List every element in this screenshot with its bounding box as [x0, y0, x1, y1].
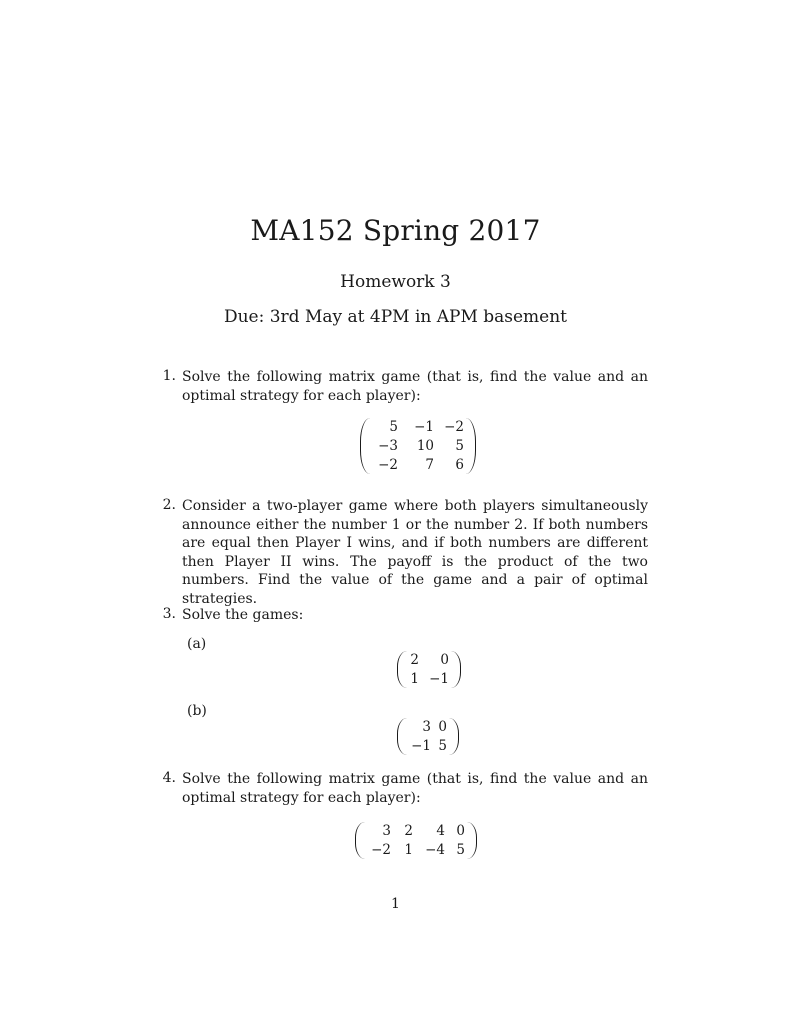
matrix-cell: 4 — [436, 823, 445, 839]
matrix-cell: −3 — [378, 438, 398, 454]
matrix-cell: 6 — [455, 457, 464, 473]
matrix-cell: 3 — [422, 719, 431, 735]
matrix-cell: 7 — [425, 457, 434, 473]
problem-3a-label: (a) — [187, 636, 207, 652]
homework-subtitle: Homework 3 — [340, 272, 451, 292]
matrix-cell: 3 — [382, 823, 391, 839]
problem-3b-label: (b) — [187, 703, 207, 719]
problem-3-text: Solve the games: — [182, 607, 304, 623]
matrix-cell: 0 — [438, 719, 447, 735]
matrix-cell: 5 — [456, 842, 465, 858]
matrix-grid — [407, 718, 449, 755]
matrix-cell: −1 — [411, 738, 431, 754]
problem-2-number: 2. — [162, 497, 176, 513]
problem-4-matrix — [355, 822, 477, 859]
matrix-cell: −2 — [378, 457, 398, 473]
right-paren — [449, 718, 459, 755]
left-paren — [355, 822, 365, 859]
matrix-cell: 0 — [440, 652, 449, 668]
matrix-cell: −4 — [425, 842, 445, 858]
matrix-cell: −1 — [414, 419, 434, 435]
problem-3a-matrix — [397, 651, 461, 688]
problem-3b-matrix — [397, 718, 459, 755]
matrix-grid — [407, 651, 451, 688]
left-paren — [360, 418, 370, 474]
problem-4-text: Solve the following matrix game (that is, find the value and an optimal strategy for each player): — [182, 771, 648, 806]
problem-3-number: 3. — [162, 606, 176, 622]
matrix-cell: −1 — [429, 671, 449, 687]
matrix-grid — [365, 822, 467, 859]
right-paren — [467, 822, 477, 859]
matrix-cell: 10 — [416, 438, 434, 454]
matrix-cell: 0 — [456, 823, 465, 839]
right-paren — [451, 651, 461, 688]
problem-4-number: 4. — [162, 770, 176, 786]
matrix-cell: 2 — [404, 823, 413, 839]
problem-1-matrix — [360, 418, 476, 474]
problem-1-number: 1. — [162, 368, 176, 384]
matrix-cell: 5 — [455, 438, 464, 454]
problem-1-text: Solve the following matrix game (that is, find the value and an optimal strategy for each player): — [182, 369, 648, 404]
matrix-cell: 1 — [410, 671, 419, 687]
matrix-grid — [370, 418, 466, 474]
due-date: Due: 3rd May at 4PM in APM basement — [223, 307, 568, 327]
left-paren — [397, 651, 407, 688]
page-title: MA152 Spring 2017 — [250, 214, 541, 247]
matrix-cell: 1 — [404, 842, 413, 858]
problem-2-text: Consider a two-player game where both players simultaneously announce either the number 1 or the number 2. If both numbers are equal then Player I wins, and if both numbers are different then Player II wins. The payoff is the product of the two numbers. Find the value of the game and a pair of optimal strategies. — [182, 498, 648, 607]
page-number: 1 — [391, 896, 400, 912]
matrix-cell: 5 — [389, 419, 398, 435]
left-paren — [397, 718, 407, 755]
matrix-cell: 2 — [410, 652, 419, 668]
matrix-cell: −2 — [371, 842, 391, 858]
matrix-cell: −2 — [444, 419, 464, 435]
right-paren — [466, 418, 476, 474]
matrix-cell: 5 — [438, 738, 447, 754]
